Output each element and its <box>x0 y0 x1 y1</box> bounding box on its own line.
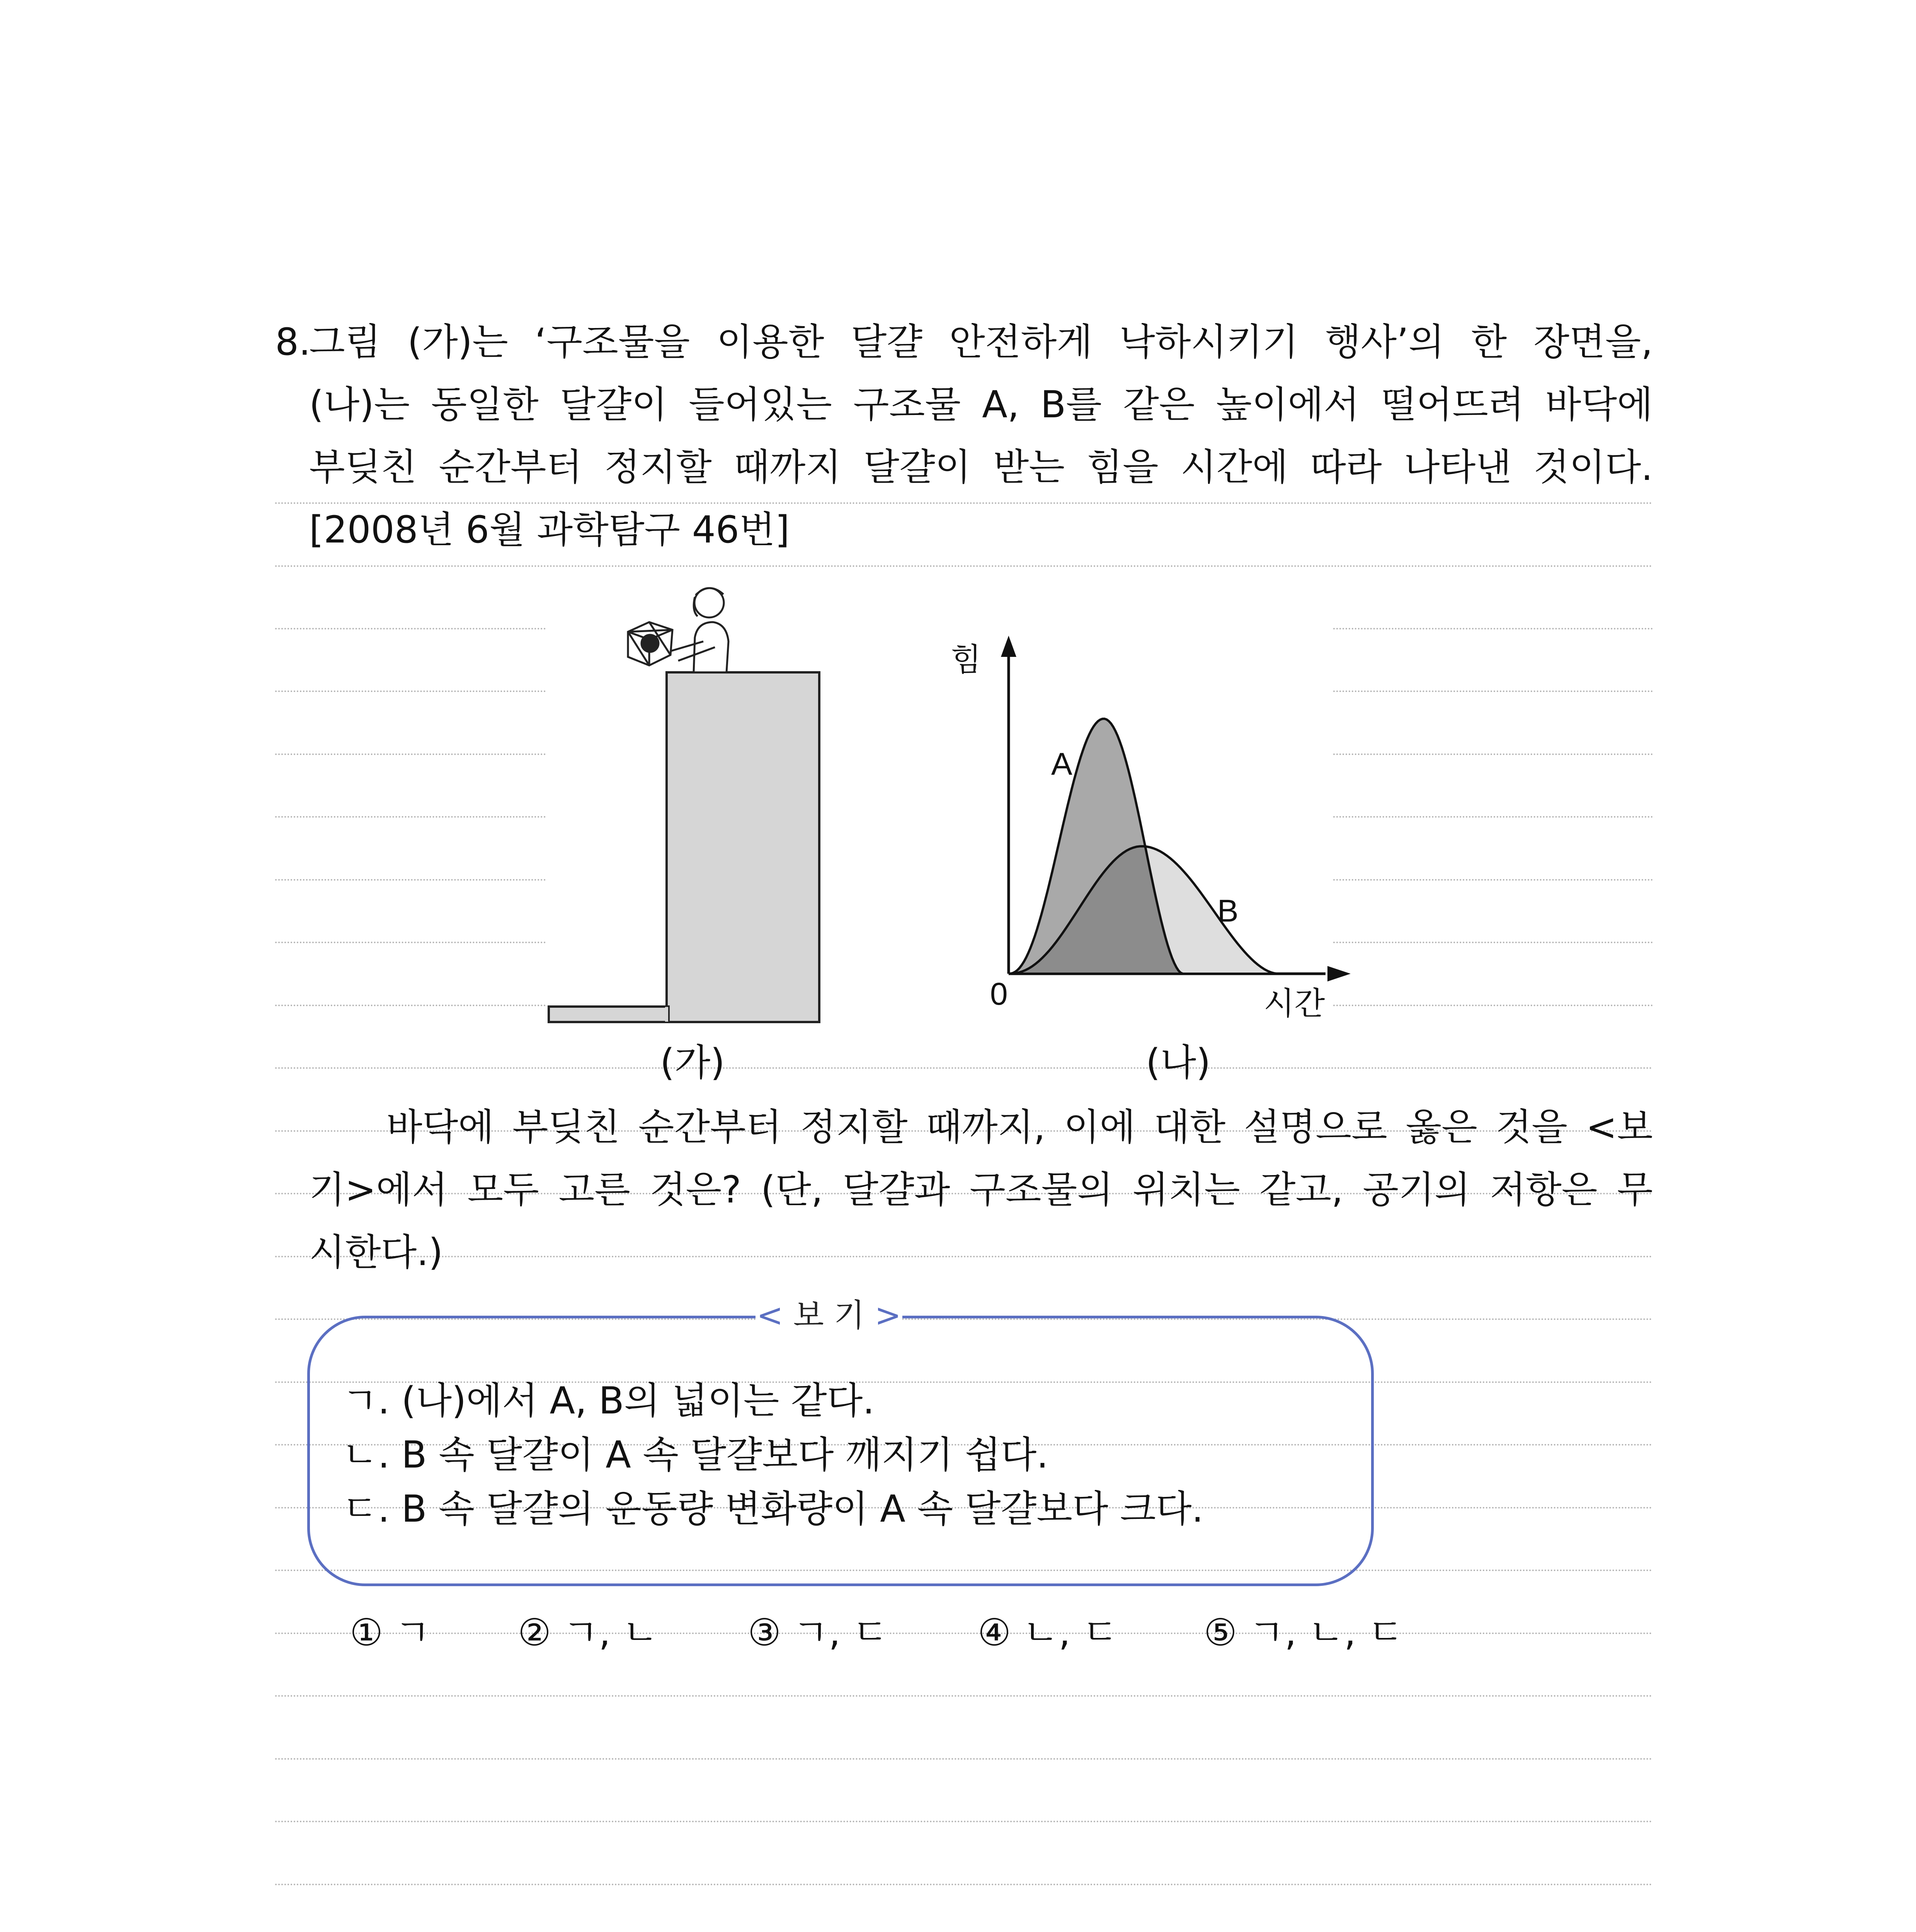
choice-4[interactable]: ④ ㄴ, ㄷ <box>978 1611 1118 1654</box>
person-icon <box>670 588 728 672</box>
prompt-line-1: 바닥에 부딪친 순간부터 정지할 때까지, 이에 대한 설명으로 옳은 것을 <보 <box>386 1105 1653 1149</box>
ruled-line <box>275 816 546 818</box>
ruled-line <box>275 1758 1653 1760</box>
bogi-right-bracket: > <box>864 1297 902 1334</box>
bogi-title <box>756 1294 902 1337</box>
building-illustration <box>549 672 819 1022</box>
ruled-line <box>275 502 1653 504</box>
figure-na-chart <box>947 634 1353 1032</box>
ruled-line <box>1333 753 1653 755</box>
figure-ga-caption: (가) <box>660 1041 725 1084</box>
series-b-label: B <box>1217 893 1239 929</box>
choice-1[interactable]: ① ㄱ <box>350 1611 431 1654</box>
ruled-line <box>275 1695 1653 1697</box>
figure-na-caption: (나) <box>1146 1041 1211 1084</box>
figure-ga <box>533 564 842 1028</box>
origin-label: 0 <box>990 976 1008 1012</box>
ruled-line <box>275 1005 546 1006</box>
ruled-line <box>1333 942 1653 943</box>
bogi-left-bracket: < <box>756 1297 793 1334</box>
bogi-item-3: ㄷ. B 속 달걀의 운동량 변화량이 A 속 달걀보다 크다. <box>342 1487 1204 1531</box>
ruled-line <box>275 879 546 881</box>
chart-series <box>1009 719 1278 974</box>
x-axis-label: 시간 <box>1264 986 1325 1021</box>
series-a-label: A <box>1051 747 1072 782</box>
ruled-line <box>1333 1005 1653 1006</box>
question-number: 8. <box>275 320 311 364</box>
choice-3[interactable]: ③ ㄱ, ㄷ <box>748 1611 888 1654</box>
choice-2[interactable]: ② ㄱ, ㄴ <box>518 1611 659 1654</box>
question-line-1: 그림 (가)는 ‘구조물을 이용한 달걀 안전하게 낙하시키기 행사’의 한 장면을, <box>309 320 1653 364</box>
ruled-line <box>275 942 546 943</box>
ruled-line <box>275 628 546 629</box>
ruled-line <box>1333 628 1653 629</box>
question-line-2: (나)는 동일한 달걀이 들어있는 구조물 A, B를 같은 높이에서 떨어뜨려 바닥에 <box>309 383 1653 426</box>
ruled-line <box>275 1821 1653 1822</box>
bogi-title-text: 보 기 <box>793 1297 865 1334</box>
choice-5[interactable]: ⑤ ㄱ, ㄴ, ㄷ <box>1204 1611 1404 1654</box>
question-source: [2008년 6월 과학탐구 46번] <box>309 508 790 551</box>
prompt-line-2: 기>에서 모두 고른 것은? (단, 달걀과 구조물의 위치는 같고, 공기의 저항은 무 <box>309 1168 1653 1211</box>
bogi-item-1: ㄱ. (나)에서 A, B의 넓이는 같다. <box>342 1379 875 1422</box>
ruled-line <box>275 690 546 692</box>
answer-choices <box>350 1607 1404 1658</box>
bogi-item-2: ㄴ. B 속 달걀이 A 속 달걀보다 깨지기 쉽다. <box>342 1433 1048 1476</box>
ruled-line <box>275 1884 1653 1885</box>
egg-box-icon <box>628 622 672 665</box>
y-axis-label: 힘 <box>951 642 982 677</box>
question-line-3: 부딪친 순간부터 정지할 때까지 달걀이 받는 힘을 시간에 따라 나타낸 것이다. <box>309 446 1653 489</box>
ruled-line <box>1333 879 1653 881</box>
ruled-line <box>1333 816 1653 818</box>
ruled-line <box>275 565 1653 567</box>
ruled-line <box>1333 690 1653 692</box>
ruled-line <box>275 1067 1653 1069</box>
prompt-line-3: 시한다.) <box>309 1231 443 1274</box>
ruled-line <box>275 753 546 755</box>
